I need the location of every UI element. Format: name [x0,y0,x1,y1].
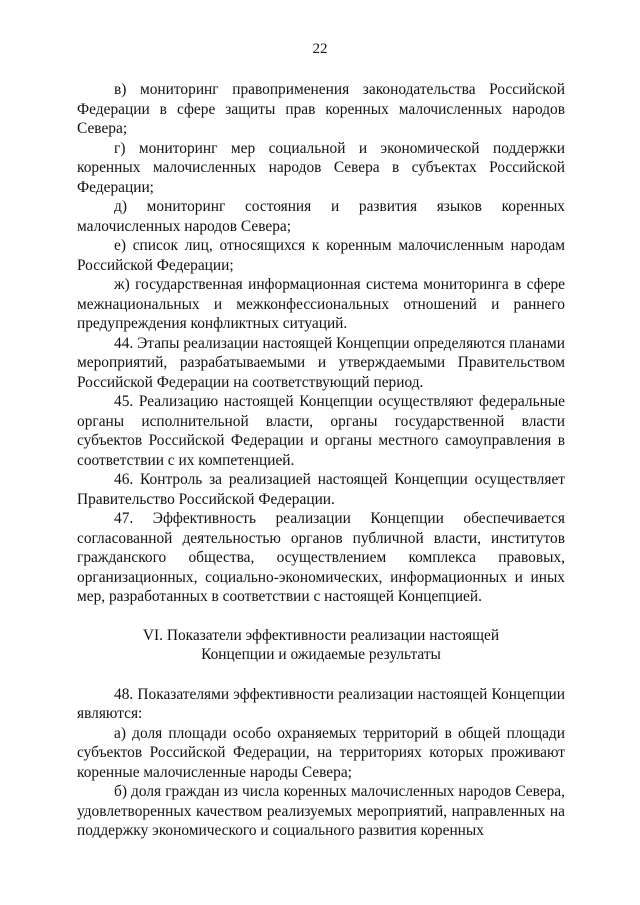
paragraph-48: 48. Показателями эффективности реализации настоящей Концепции являются: [77,685,565,722]
paragraph-47: 47. Эффективность реализации Концепции обеспечивается согласованной деятельностью органов публичной власти, институтов гражданского общества, осуществлением комплекса правовых, организационных, социально-экономических, информационных и иных мер, разработанных в соответствии с настоящей Концепцией. [77,510,565,605]
paragraph-item-b: б) доля граждан из числа коренных малочисленных народов Севера, удовлетворенных качеством реализуемых мероприятий, направленных на поддержку экономического и социального развития коренных [77,783,565,839]
paragraph-item-g: г) мониторинг мер социальной и экономической поддержки коренных малочисленных народов Севера в субъектах Российской Федерации; [77,139,565,196]
paragraph-item-v: в) мониторинг правоприменения законодательства Российской Федерации в сфере защиты прав коренных малочисленных народов Севера; [77,81,565,137]
section-heading [77,626,565,665]
paragraph-46: 46. Контроль за реализацией настоящей Концепции осуществляет Правительство Российской Федерации. [77,471,565,508]
paragraph-item-d: д) мониторинг состояния и развития языков коренных малочисленных народов Севера; [77,198,565,235]
paragraph-item-a: а) доля площади особо охраняемых территорий в общей площади субъектов Российской Федерации, на территориях которых проживают коренные малочисленные народы Севера; [77,724,565,781]
document-body [77,80,565,841]
paragraph-item-zh: ж) государственная информационная система мониторинга в сфере межнациональных и межконфессиональных отношений и раннего предупреждения конфликтных ситуаций. [77,276,565,332]
paragraph-item-e: е) список лиц, относящихся к коренным малочисленным народам Российской Федерации; [77,237,565,274]
paragraph-45: 45. Реализацию настоящей Концепции осуществляют федеральные органы исполнительной власти, органы государственной власти субъектов Российской Федерации и органы местного самоуправления в соответствии с их компетенцией. [77,393,565,469]
paragraph-44: 44. Этапы реализации настоящей Концепции определяются планами мероприятий, разрабатываемыми и утверждаемыми Правительством Российской Федерации на соответствующий период. [77,334,565,391]
section-heading-line-1: VI. Показатели эффективности реализации настоящей [142,626,500,644]
section-heading-line-2: Концепции и ожидаемые результаты [201,646,441,663]
page-number: 22 [312,41,328,57]
